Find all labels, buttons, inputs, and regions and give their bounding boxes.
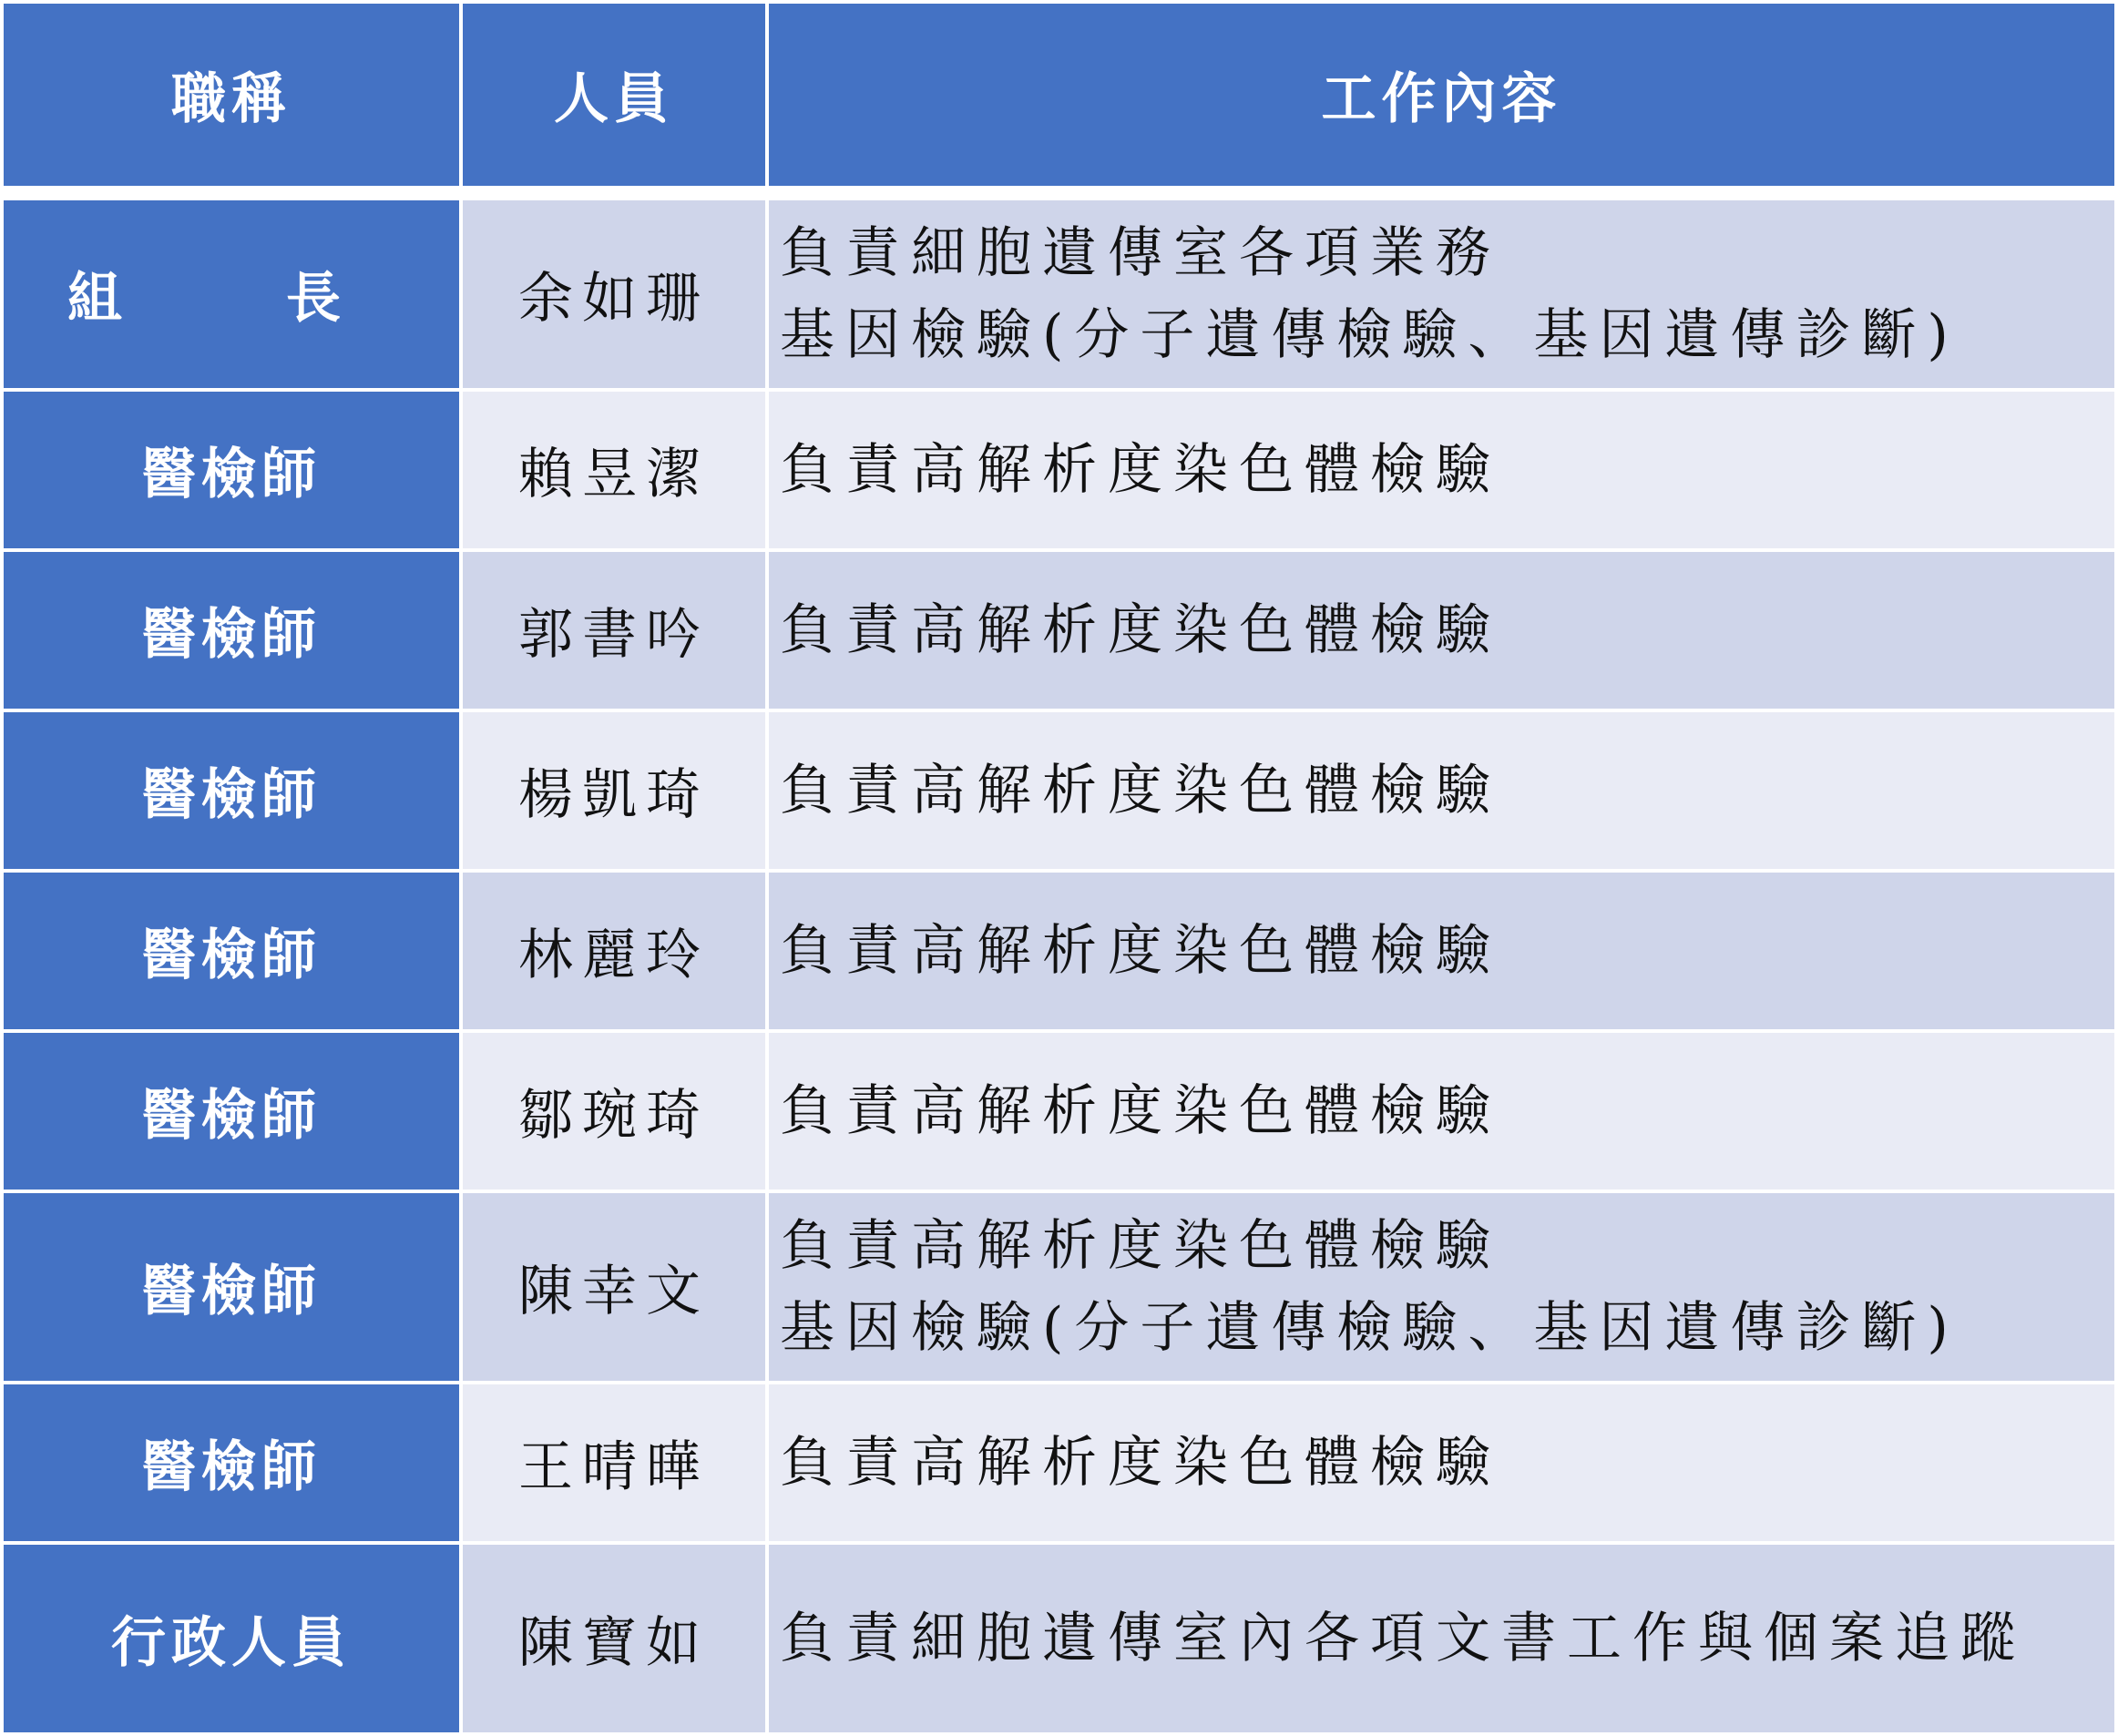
table-row (4, 1545, 2114, 1732)
duty-cell (769, 552, 2114, 709)
person-name: 賴昱潔 (463, 392, 765, 548)
table-row (4, 1033, 2114, 1190)
duty-cell (769, 873, 2114, 1029)
duty-text: 負責高解析度染色體檢驗 (780, 1079, 1501, 1143)
table-row (4, 392, 2114, 548)
table-row (4, 1384, 2114, 1541)
separator-cell (4, 189, 2114, 197)
header-person: 人員 (463, 4, 765, 186)
job-title: 醫檢師 (4, 1033, 459, 1190)
table-header (4, 4, 2114, 186)
job-title: 醫檢師 (4, 392, 459, 548)
person-name: 陳寶如 (463, 1545, 765, 1732)
job-title-cell (4, 200, 459, 388)
duty-text: 負責高解析度染色體檢驗 (780, 759, 1501, 822)
person-name: 鄒琬琦 (463, 1033, 765, 1190)
job-title: 醫檢師 (4, 1384, 459, 1541)
job-title: 醫檢師 (4, 712, 459, 869)
job-title: 醫檢師 (4, 552, 459, 709)
duty-text: 基因檢驗(分子遺傳檢驗、基因遺傳診斷) (780, 303, 1959, 367)
header-separator (4, 189, 2114, 197)
table-row (4, 200, 2114, 388)
table-row (4, 552, 2114, 709)
duty-cell (769, 392, 2114, 548)
table-row (4, 1193, 2114, 1381)
duty-text: 基因檢驗(分子遺傳檢驗、基因遺傳診斷) (780, 1296, 1959, 1360)
job-title: 行政人員 (4, 1545, 459, 1732)
person-name: 陳幸文 (463, 1193, 765, 1381)
job-title: 醫檢師 (4, 1193, 459, 1381)
person-name: 林麗玲 (463, 873, 765, 1029)
header-title: 職稱 (4, 4, 459, 186)
job-title: 醫檢師 (4, 873, 459, 1029)
table-row (4, 712, 2114, 869)
duty-text: 負責高解析度染色體檢驗 (780, 438, 1501, 502)
duty-cell (769, 1033, 2114, 1190)
duty-cell (769, 712, 2114, 869)
duty-cell (769, 1384, 2114, 1541)
person-name: 楊凱琦 (463, 712, 765, 869)
duty-text: 負責細胞遺傳室內各項文書工作與個案追蹤 (780, 1607, 2026, 1670)
duty-cell (769, 1545, 2114, 1732)
duty-text: 負責高解析度染色體檢驗 (780, 1431, 1501, 1495)
person-name: 余如珊 (463, 200, 765, 388)
duty-cell (769, 1193, 2114, 1381)
duty-cell (769, 200, 2114, 388)
person-name: 王晴曄 (463, 1384, 765, 1541)
duty-text: 負責高解析度染色體檢驗 (780, 598, 1501, 662)
duty-text: 負責細胞遺傳室各項業務 (780, 221, 1501, 285)
duty-text: 負責高解析度染色體檢驗 (780, 919, 1501, 983)
person-name: 郭書吟 (463, 552, 765, 709)
table-row (4, 873, 2114, 1029)
header-duty: 工作內容 (769, 4, 2114, 186)
header-row (4, 4, 2114, 186)
duty-text: 負責高解析度染色體檢驗 (780, 1214, 1501, 1278)
table-body (4, 189, 2114, 1732)
job-title: 組 長 (67, 267, 395, 331)
